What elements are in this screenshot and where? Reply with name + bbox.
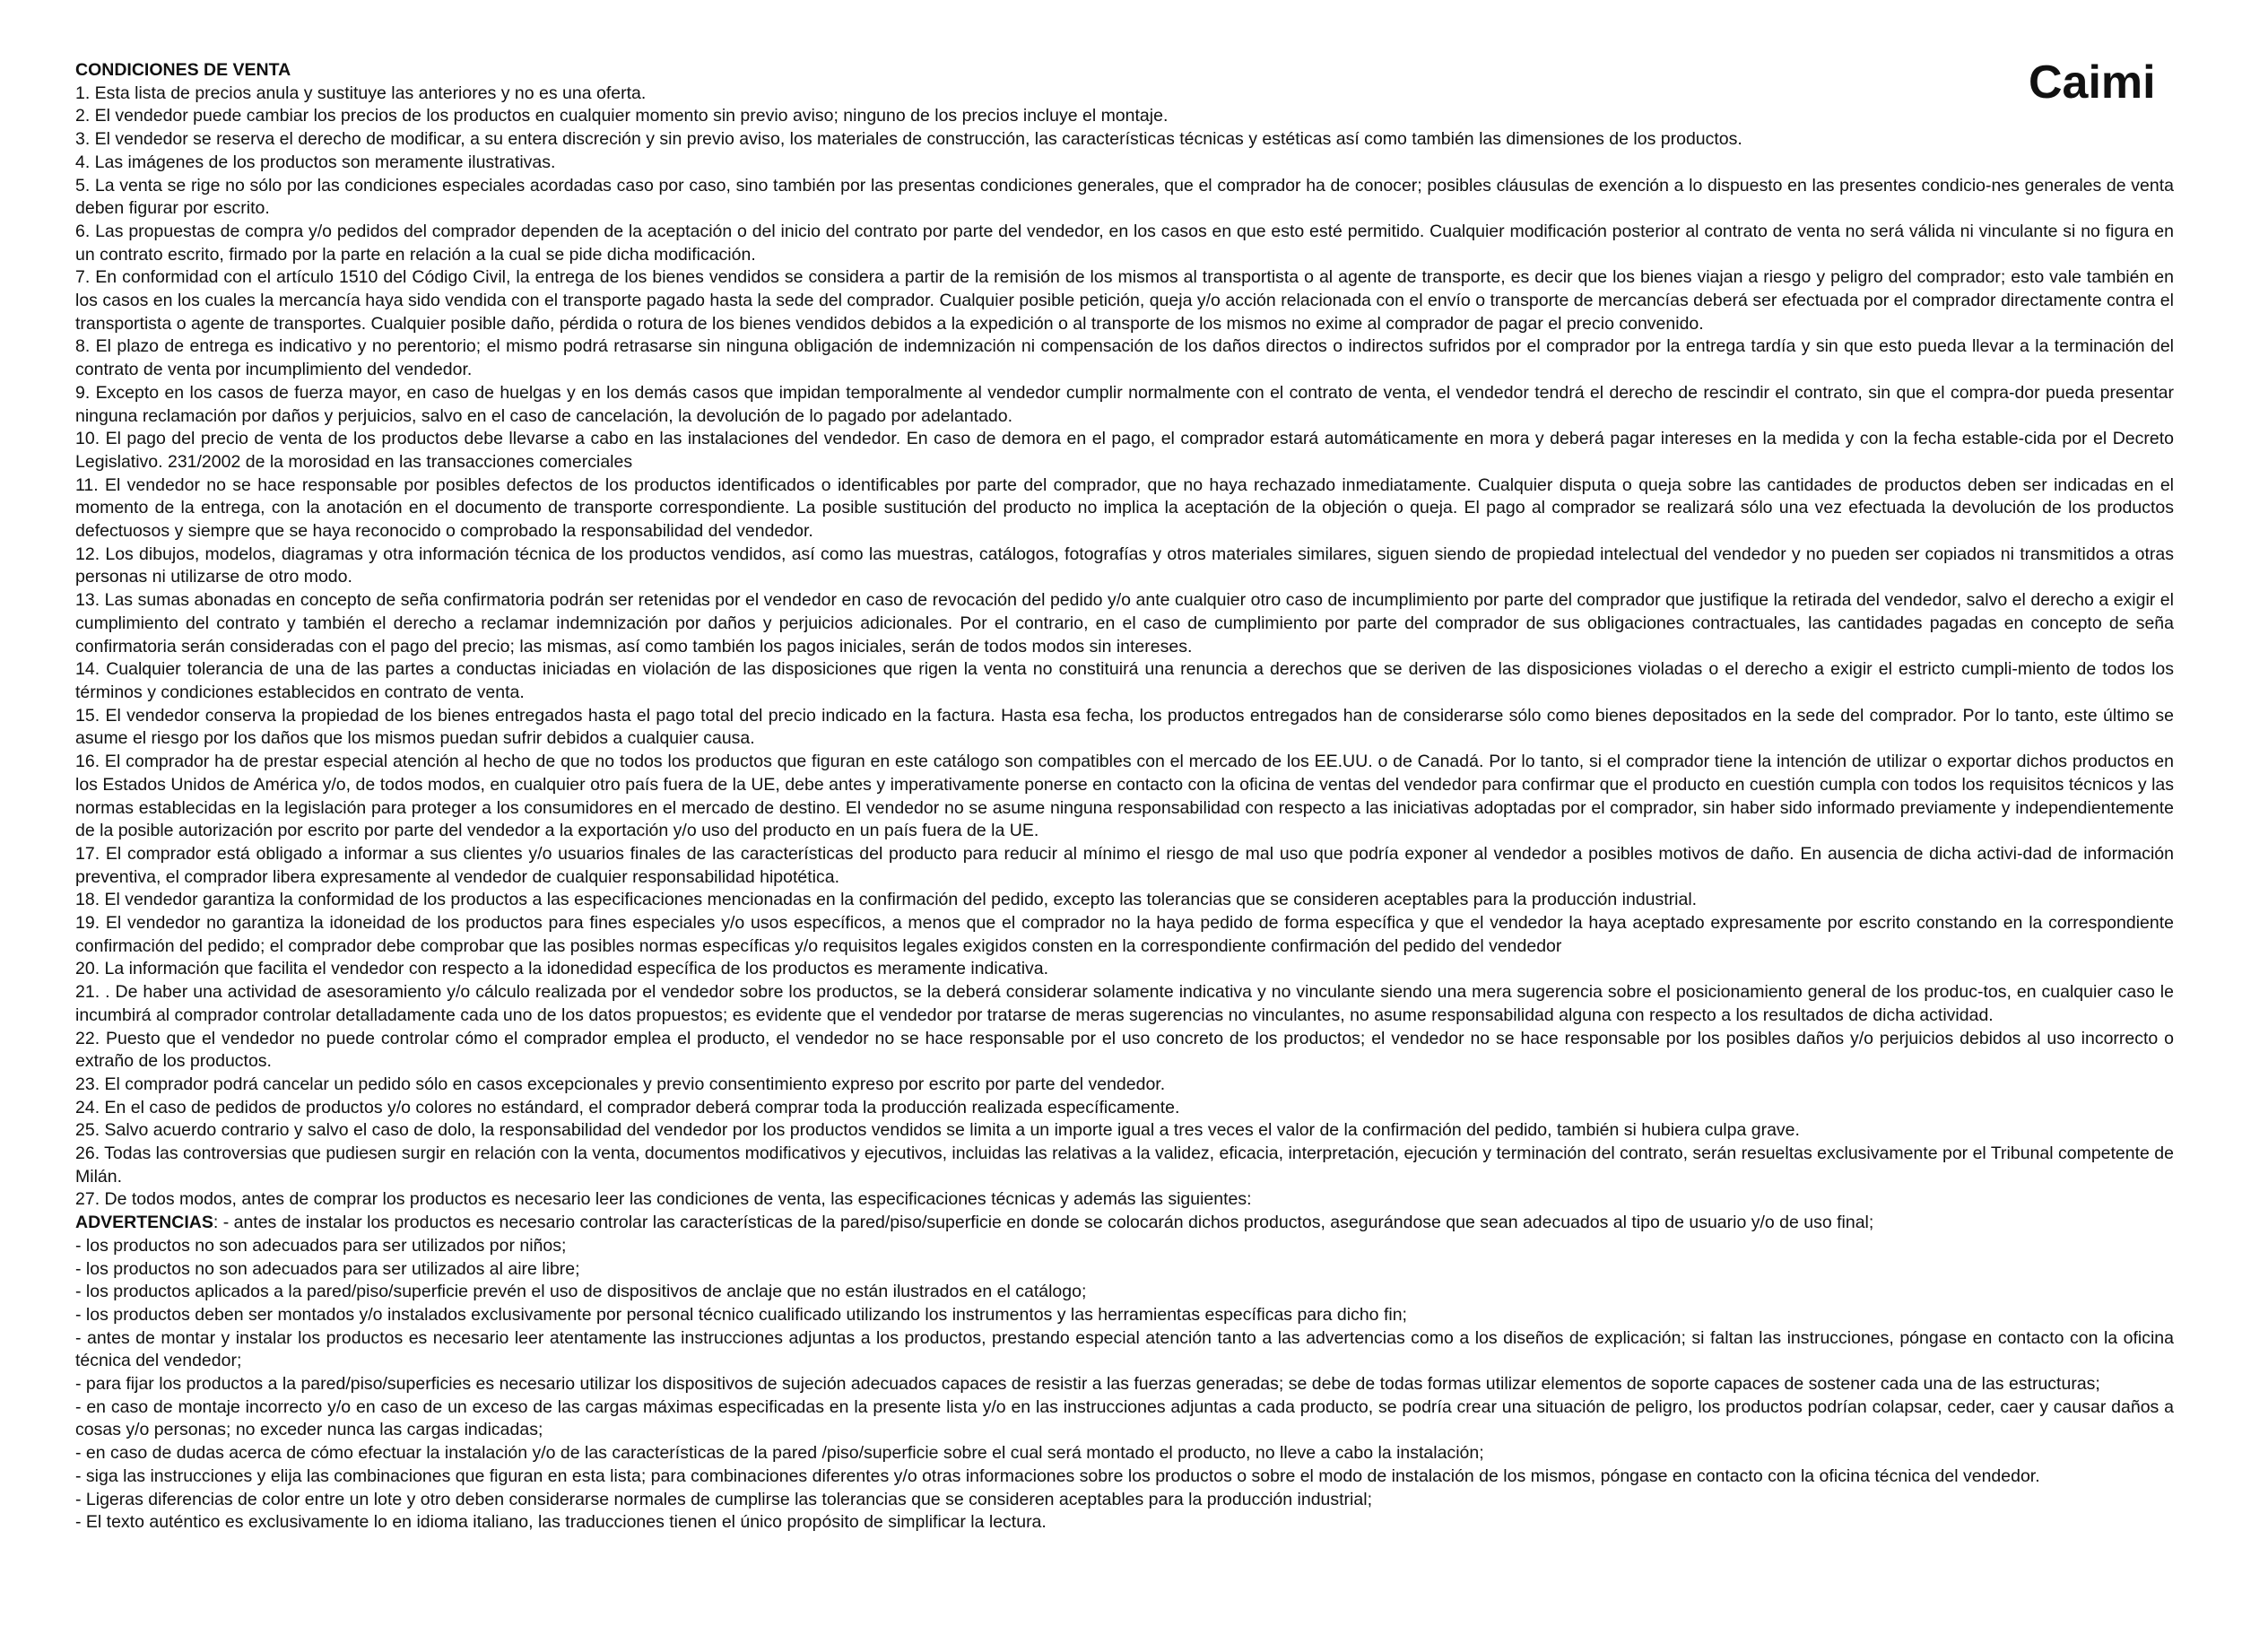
document-title: CONDICIONES DE VENTA	[75, 60, 291, 80]
clause-item: 24. En el caso de pedidos de productos y/o colores no estándard, el comprador deberá comprar toda la producción realizada específicamente.	[75, 1097, 1180, 1117]
clause-item: 2. El vendedor puede cambiar los precios de los productos en cualquier momento sin previo aviso; ninguno de los precios incluye el montaje.	[75, 106, 1169, 126]
clause-item: 5. La venta se rige no sólo por las condiciones especiales acordadas caso por caso, sino también por las presentas condiciones generales, que el comprador ha de conocer; posibles cláusulas de exención a lo dispuesto en las presentes condicio-nes generales de venta deben figurar por escrito.	[75, 175, 2174, 219]
warning-item: - en caso de dudas acerca de cómo efectuar la instalación y/o de las características de la pared /piso/superficie sobre el cual será montado el producto, no lleve a cabo la instalación;	[75, 1443, 1484, 1464]
warnings-intro	[75, 1212, 2174, 1235]
warning-item: - los productos no son adecuados para ser utilizados al aire libre;	[75, 1258, 580, 1279]
clause-item: 12. Los dibujos, modelos, diagramas y otra información técnica de los productos vendidos, así como las muestras, catálogos, fotografías y otros materiales similares, siguen siendo de propiedad intelectual del vendedor y no pueden ser copiados ni transmitidos a otras personas ni utilizarse de otro modo.	[75, 543, 2174, 587]
clause-item: 21. . De haber una actividad de asesoramiento y/o cálculo realizada por el vendedor sobre los productos, se la deberá considerar solamente indicativa y no vinculante siendo una mera sugerencia sobre el posicionamiento general de los produc-tos, en cualquier caso le incumbirá al comprador controlar detalladamente cada uno de los datos propuestos; es evidente que el vendedor por tratarse de meras sugerencias no vinculantes, no asume responsabilidad alguna con respecto a los resultados de dicha actividad.	[75, 982, 2174, 1025]
clause-item: 25. Salvo acuerdo contrario y salvo el caso de dolo, la responsabilidad del vendedor por los productos vendidos se limita a un importe igual a tres veces el valor de la confirmación del pedido, también si hubiera culpa grave.	[75, 1120, 1800, 1141]
warning-item: - los productos no son adecuados para ser utilizados por niños;	[75, 1235, 567, 1256]
clause-item: 3. El vendedor se reserva el derecho de modificar, a su entera discreción y sin previo aviso, los materiales de construcción, las características técnicas y estéticas así como también las dimensiones de los productos.	[75, 129, 1742, 150]
clause-item: 17. El comprador está obligado a informar a sus clientes y/o usuarios finales de las características del producto para reducir al mínimo el riesgo de mal uso que podría exponer al vendedor a posibles motivos de daño. En ausencia de dicha activi-dad de información preventiva, el comprador libera expresamente al vendedor de cualquier responsabilidad hipotética.	[75, 843, 2174, 887]
warning-item: - siga las instrucciones y elija las combinaciones que figuran en esta lista; para combinaciones diferentes y/o otras informaciones sobre los productos o sobre el modo de instalación de los mismos, póngase en contacto con la oficina técnica del vendedor.	[75, 1465, 2040, 1486]
warning-item: - en caso de montaje incorrecto y/o en caso de un exceso de las cargas máximas especificadas en la presente lista y/o en las instrucciones adjuntas a cada producto, se podría crear una situación de peligro, los productos podrían colapsar, ceder, caer y causar daños a cosas y/o personas; no exceder nunca las cargas indicadas;	[75, 1396, 2174, 1440]
caimi-logo: Caimi	[2029, 57, 2156, 109]
clause-item: 15. El vendedor conserva la propiedad de los bienes entregados hasta el pago total del precio indicado en la factura. Hasta esa fecha, los productos entregados han de considerarse sólo como bienes depositados en la sede del comprador. Por lo tanto, este último se asume el riesgo por los daños que los mismos puedan sufrir debidos a cualquier causa.	[75, 705, 2174, 749]
clause-item: 13. Las sumas abonadas en concepto de seña confirmatoria podrán ser retenidas por el vendedor en caso de revocación del pedido y/o ante cualquier otro caso de incumplimiento por parte del comprador que justifique la retirada del vendedor, salvo el derecho a exigir el cumplimiento del contrato y también el derecho a reclamar indemnización por daños y perjuicios adicionales. Por el contrario, en el caso de cumplimiento por parte del comprador de sus obligaciones contractuales, las cantidades pagadas en concepto de seña confirmatoria serán consideradas con el pago del precio; las mismas, así como también los pagos iniciales, serán de todos modos sin intereses.	[75, 590, 2174, 656]
warnings-intro-text: : - antes de instalar los productos es necesario controlar las características de la pared/piso/superficie en donde se colocarán dichos productos, asegurándose que sean adecuados al tipo de usuario y/o de uso final;	[213, 1213, 1874, 1233]
clauses-list	[75, 83, 2174, 1212]
clause-item: 14. Cualquier tolerancia de una de las partes a conductas iniciadas en violación de las disposiciones que rigen la venta no constituirá una renuncia a derechos que se deriven de las disposiciones violadas o el derecho a exigir el estricto cumpli-miento de todos los términos y condiciones establecidos en contrato de venta.	[75, 659, 2174, 702]
warnings-block	[75, 1212, 2174, 1235]
warnings-label: ADVERTENCIAS	[75, 1213, 213, 1233]
clause-item: 10. El pago del precio de venta de los productos debe llevarse a cabo en las instalaciones del vendedor. En caso de demora en el pago, el comprador estará automáticamente en mora y deberá pagar intereses en la medida y con la fecha estable-cida por el Decreto Legislativo. 231/2002 de la morosidad en las transacciones comerciales	[75, 429, 2174, 472]
clause-item: 6. Las propuestas de compra y/o pedidos del comprador dependen de la aceptación o del inicio del contrato por parte del vendedor, en los casos en que esto esté permitido. Cualquier modificación posterior al contrato de venta no será válida ni vinculante si no figura en un contrato escrito, firmado por la parte en relación a la cual se pide dicha modificación.	[75, 221, 2174, 265]
clause-item: 7. En conformidad con el artículo 1510 del Código Civil, la entrega de los bienes vendidos se considera a partir de la remisión de los mismos al transportista o al agente de transporte, es decir que los bienes viajan a riesgo y peligro del comprador; esto vale también en los casos en los cuales la mercancía haya sido vendida con el transporte pagado hasta la sede del comprador. Cualquier posible petición, queja y/o acción relacionada con el envío o transporte de mercancías deberá ser efectuada por el comprador directamente contra el transportista o agente de transportes. Cualquier posible daño, pérdida o rotura de los bienes vendidos debidos a la expedición o al transporte de los mismos no exime al comprador de pagar el precio convenido.	[75, 267, 2174, 334]
clause-item: 23. El comprador podrá cancelar un pedido sólo en casos excepcionales y previo consentimiento expreso por escrito por parte del vendedor.	[75, 1074, 1166, 1094]
warning-item: - para fijar los productos a la pared/piso/superficies es necesario utilizar los dispositivos de sujeción adecuados capaces de resistir a las fuerzas generadas; se debe de todas formas utilizar elementos de soporte capaces de sostener cada una de las estructuras;	[75, 1374, 2100, 1395]
clause-item: 19. El vendedor no garantiza la idoneidad de los productos para fines especiales y/o usos específicos, a menos que el comprador no la haya pedido de forma específica y que el vendedor la haya aceptado expresamente por escrito constando en la correspondiente confirmación del pedido; el comprador debe comprobar que las posibles normas específicas y/o requisitos legales exigidos consten en la correspondiente confirmación del pedido del vendedor	[75, 913, 2174, 956]
clause-item: 4. Las imágenes de los productos son meramente ilustrativas.	[75, 152, 556, 172]
warnings-list	[75, 1235, 2174, 1535]
clause-item: 16. El comprador ha de prestar especial atención al hecho de que no todos los productos que figuran en este catálogo son compatibles con el mercado de los EE.UU. o de Canadá. Por lo tanto, si el comprador tiene la intención de utilizar o exportar dichos productos en los Estados Unidos de América y/o, de todos modos, en cualquier otro país fuera de la UE, debe antes y imperativamente ponerse en contacto con la oficina de ventas del vendedor para confirmar que el producto en cuestión cumpla con todos los requisitos técnicos y las normas establecidas en la legislación para proteger a los consumidores en el mercado de destino. El vendedor no se asume ninguna responsabilidad con respecto a las iniciativas adoptadas por el comprador, sin haber sido informado previamente y independientemente de la posible autorización por escrito por parte del vendedor a la exportación y/o uso del producto en un país fuera de la UE.	[75, 752, 2174, 841]
warning-item: - Ligeras diferencias de color entre un lote y otro deben considerarse normales de cumplirse las tolerancias que se consideren aceptables para la producción industrial;	[75, 1489, 1372, 1509]
warning-item: - los productos deben ser montados y/o instalados exclusivamente por personal técnico cualificado utilizando los instrumentos y las herramientas específicas para dicho fin;	[75, 1304, 1407, 1325]
clause-item: 9. Excepto en los casos de fuerza mayor, en caso de huelgas y en los demás casos que impidan temporalmente al vendedor cumplir normalmente con el contrato de venta, el vendedor tendrá el derecho de rescindir el contrato, sin que el compra-dor pueda presentar ninguna reclamación por daños y perjuicios, salvo en el caso de cancelación, la devolución de lo pagado por adelantado.	[75, 382, 2174, 426]
clause-item: 26. Todas las controversias que pudiesen surgir en relación con la venta, documentos modificativos y ejecutivos, incluidas las relativas a la validez, eficacia, interpretación, ejecución y terminación del contrato, serán resueltas exclusivamente por el Tribunal competente de Milán.	[75, 1143, 2174, 1187]
clause-item: 27. De todos modos, antes de comprar los productos es necesario leer las condiciones de venta, las especificaciones técnicas y además las siguientes:	[75, 1189, 1252, 1210]
conditions-document	[75, 59, 2174, 1535]
clause-item: 20. La información que facilita el vendedor con respecto a la idonedidad específica de los productos es meramente indicativa.	[75, 959, 1049, 979]
warning-item: - los productos aplicados a la pared/piso/superficie prevén el uso de dispositivos de anclaje que no están ilustrados en el catálogo;	[75, 1282, 1087, 1302]
clause-item: 22. Puesto que el vendedor no puede controlar cómo el comprador emplea el producto, el vendedor no se hace responsable por el uso concreto de los productos; el vendedor no se hace responsable por los posibles daños y/o perjuicios debidos al uso incorrecto o extraño de los productos.	[75, 1028, 2174, 1072]
warning-item: - El texto auténtico es exclusivamente lo en idioma italiano, las traducciones tienen el único propósito de simplificar la lectura.	[75, 1512, 1047, 1533]
clause-item: 18. El vendedor garantiza la conformidad de los productos a las especificaciones mencionadas en la confirmación del pedido, excepto las tolerancias que se consideren aceptables para la producción industrial.	[75, 890, 1698, 910]
clause-item: 11. El vendedor no se hace responsable por posibles defectos de los productos identificados o identificables por parte del comprador, que no haya rechazado inmediatamente. Cualquier disputa o queja sobre las cantidades de productos deben ser indicadas en el momento de la entrega, con la anotación en el documento de transporte correspondiente. La posible sustitución del producto no implica la aceptación de la objeción o queja. El pago al comprador se realizará sólo una vez efectuada la devolución de los productos defectuosos y siempre que se haya reconocido o comprobado la responsabilidad del vendedor.	[75, 474, 2174, 542]
clause-item: 8. El plazo de entrega es indicativo y no perentorio; el mismo podrá retrasarse sin ninguna obligación de indemnización ni compensación de los daños directos o indirectos sufridos por el comprador por la entrega tardía y sin que esto pueda llevar a la terminación del contrato de venta por incumplimiento del vendedor.	[75, 336, 2174, 380]
clause-item: 1. Esta lista de precios anula y sustituye las anteriores y no es una oferta.	[75, 83, 647, 103]
warning-item: - antes de montar y instalar los productos es necesario leer atentamente las instrucciones adjuntas a los productos, prestando especial atención tanto a las advertencias como a los diseños de explicación; si faltan las instrucciones, póngase en contacto con la oficina técnica del vendedor;	[75, 1327, 2174, 1371]
